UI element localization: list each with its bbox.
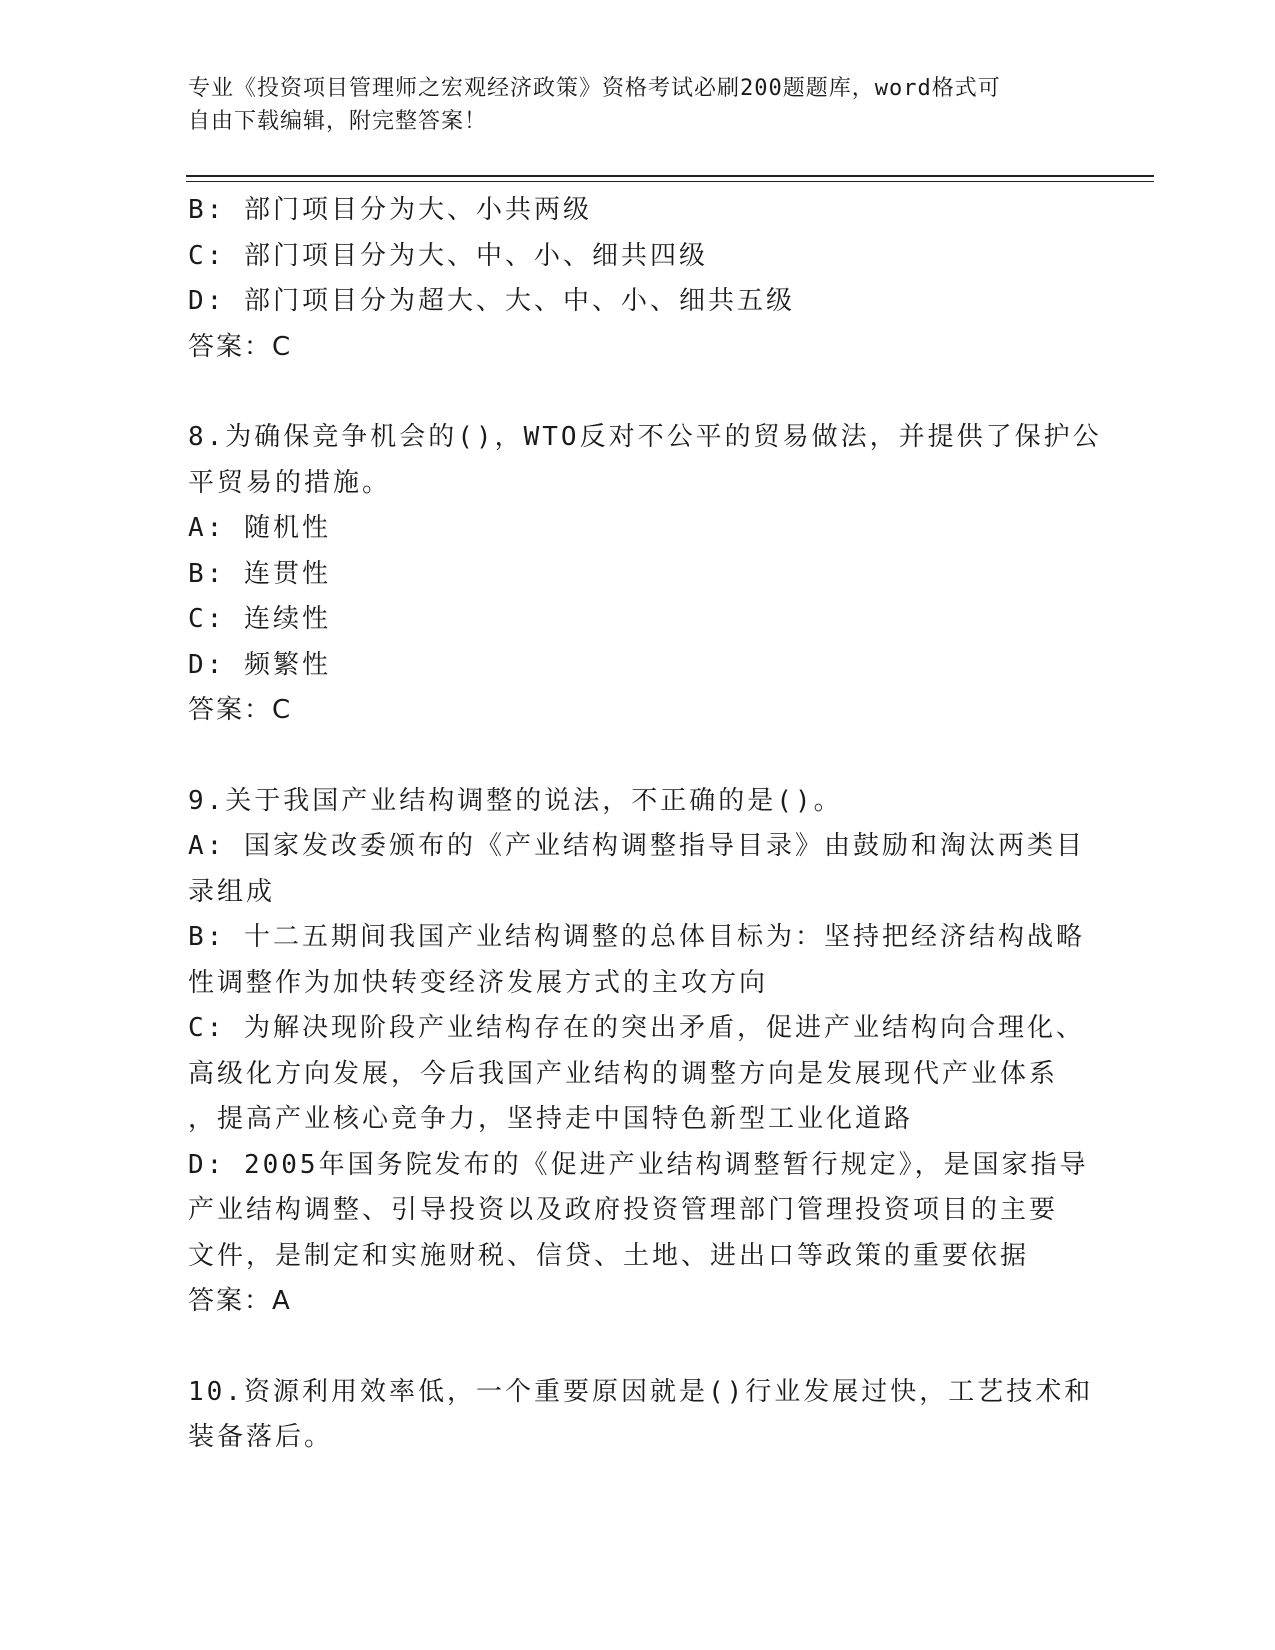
question-list bbox=[188, 188, 1102, 1461]
option-b: B: 连贯性 bbox=[188, 558, 331, 589]
question-text: 装备落后。 bbox=[188, 1422, 334, 1452]
option-a: A: 国家发改委颁布的《产业结构调整指导目录》由鼓励和淘汰两类目 bbox=[188, 831, 1085, 861]
question-7 bbox=[188, 188, 1088, 370]
option-b: B: 十二五期间我国产业结构调整的总体目标为：坚持把经济结构战略 bbox=[188, 922, 1085, 952]
option-a: A: 随机性 bbox=[188, 513, 331, 543]
question-8 bbox=[188, 415, 1102, 734]
answer: 答案：C bbox=[188, 695, 293, 725]
option-d: D: 2005年国务院发布的《促进产业结构调整暂行规定》，是国家指导 bbox=[188, 1149, 1089, 1180]
question-9 bbox=[188, 779, 1088, 1325]
option-c: C: 部门项目分为大、中、小、细共四级 bbox=[188, 240, 708, 271]
question-10 bbox=[188, 1370, 1094, 1461]
question-text: 平贸易的措施。 bbox=[188, 467, 392, 498]
option-c-cont: 高级化方向发展，今后我国产业结构的调整方向是发展现代产业体系 bbox=[188, 1058, 1059, 1089]
option-d-cont: 产业结构调整、引导投资以及政府投资管理部门管理投资项目的主要 bbox=[188, 1195, 1059, 1225]
question-text: 8.为确保竞争机会的()，WTO反对不公平的贸易做法，并提供了保护公 bbox=[188, 422, 1102, 452]
option-c-cont: ，提高产业核心竞争力，坚持走中国特色新型工业化道路 bbox=[188, 1104, 914, 1134]
option-b-cont: 性调整作为加快转变经济发展方式的主攻方向 bbox=[188, 967, 769, 998]
option-c: C: 连续性 bbox=[188, 604, 331, 634]
header-rule bbox=[186, 175, 1154, 177]
question-text: 9.关于我国产业结构调整的说法，不正确的是()。 bbox=[188, 785, 843, 816]
option-d: D: 部门项目分为超大、大、中、小、细共五级 bbox=[188, 286, 795, 316]
option-c: C: 为解决现阶段产业结构存在的突出矛盾，促进产业结构向合理化、 bbox=[188, 1013, 1085, 1043]
answer: 答案：A bbox=[188, 1286, 292, 1316]
option-d-cont: 文件，是制定和实施财税、信贷、土地、进出口等政策的重要依据 bbox=[188, 1240, 1030, 1271]
header-line: 专业《投资项目管理师之宏观经济政策》资格考试必刷200题题库，word格式可 bbox=[188, 76, 1001, 101]
header-line: 自由下载编辑，附完整答案！ bbox=[188, 109, 488, 134]
option-b: B: 部门项目分为大、小共两级 bbox=[188, 195, 592, 225]
answer: 答案：C bbox=[188, 331, 293, 362]
header-rule-thin bbox=[186, 181, 1154, 182]
page-header bbox=[188, 72, 1068, 138]
option-d: D: 频繁性 bbox=[188, 649, 331, 680]
option-a-cont: 录组成 bbox=[188, 876, 276, 907]
question-text: 10.资源利用效率低，一个重要原因就是()行业发展过快，工艺技术和 bbox=[188, 1376, 1094, 1407]
